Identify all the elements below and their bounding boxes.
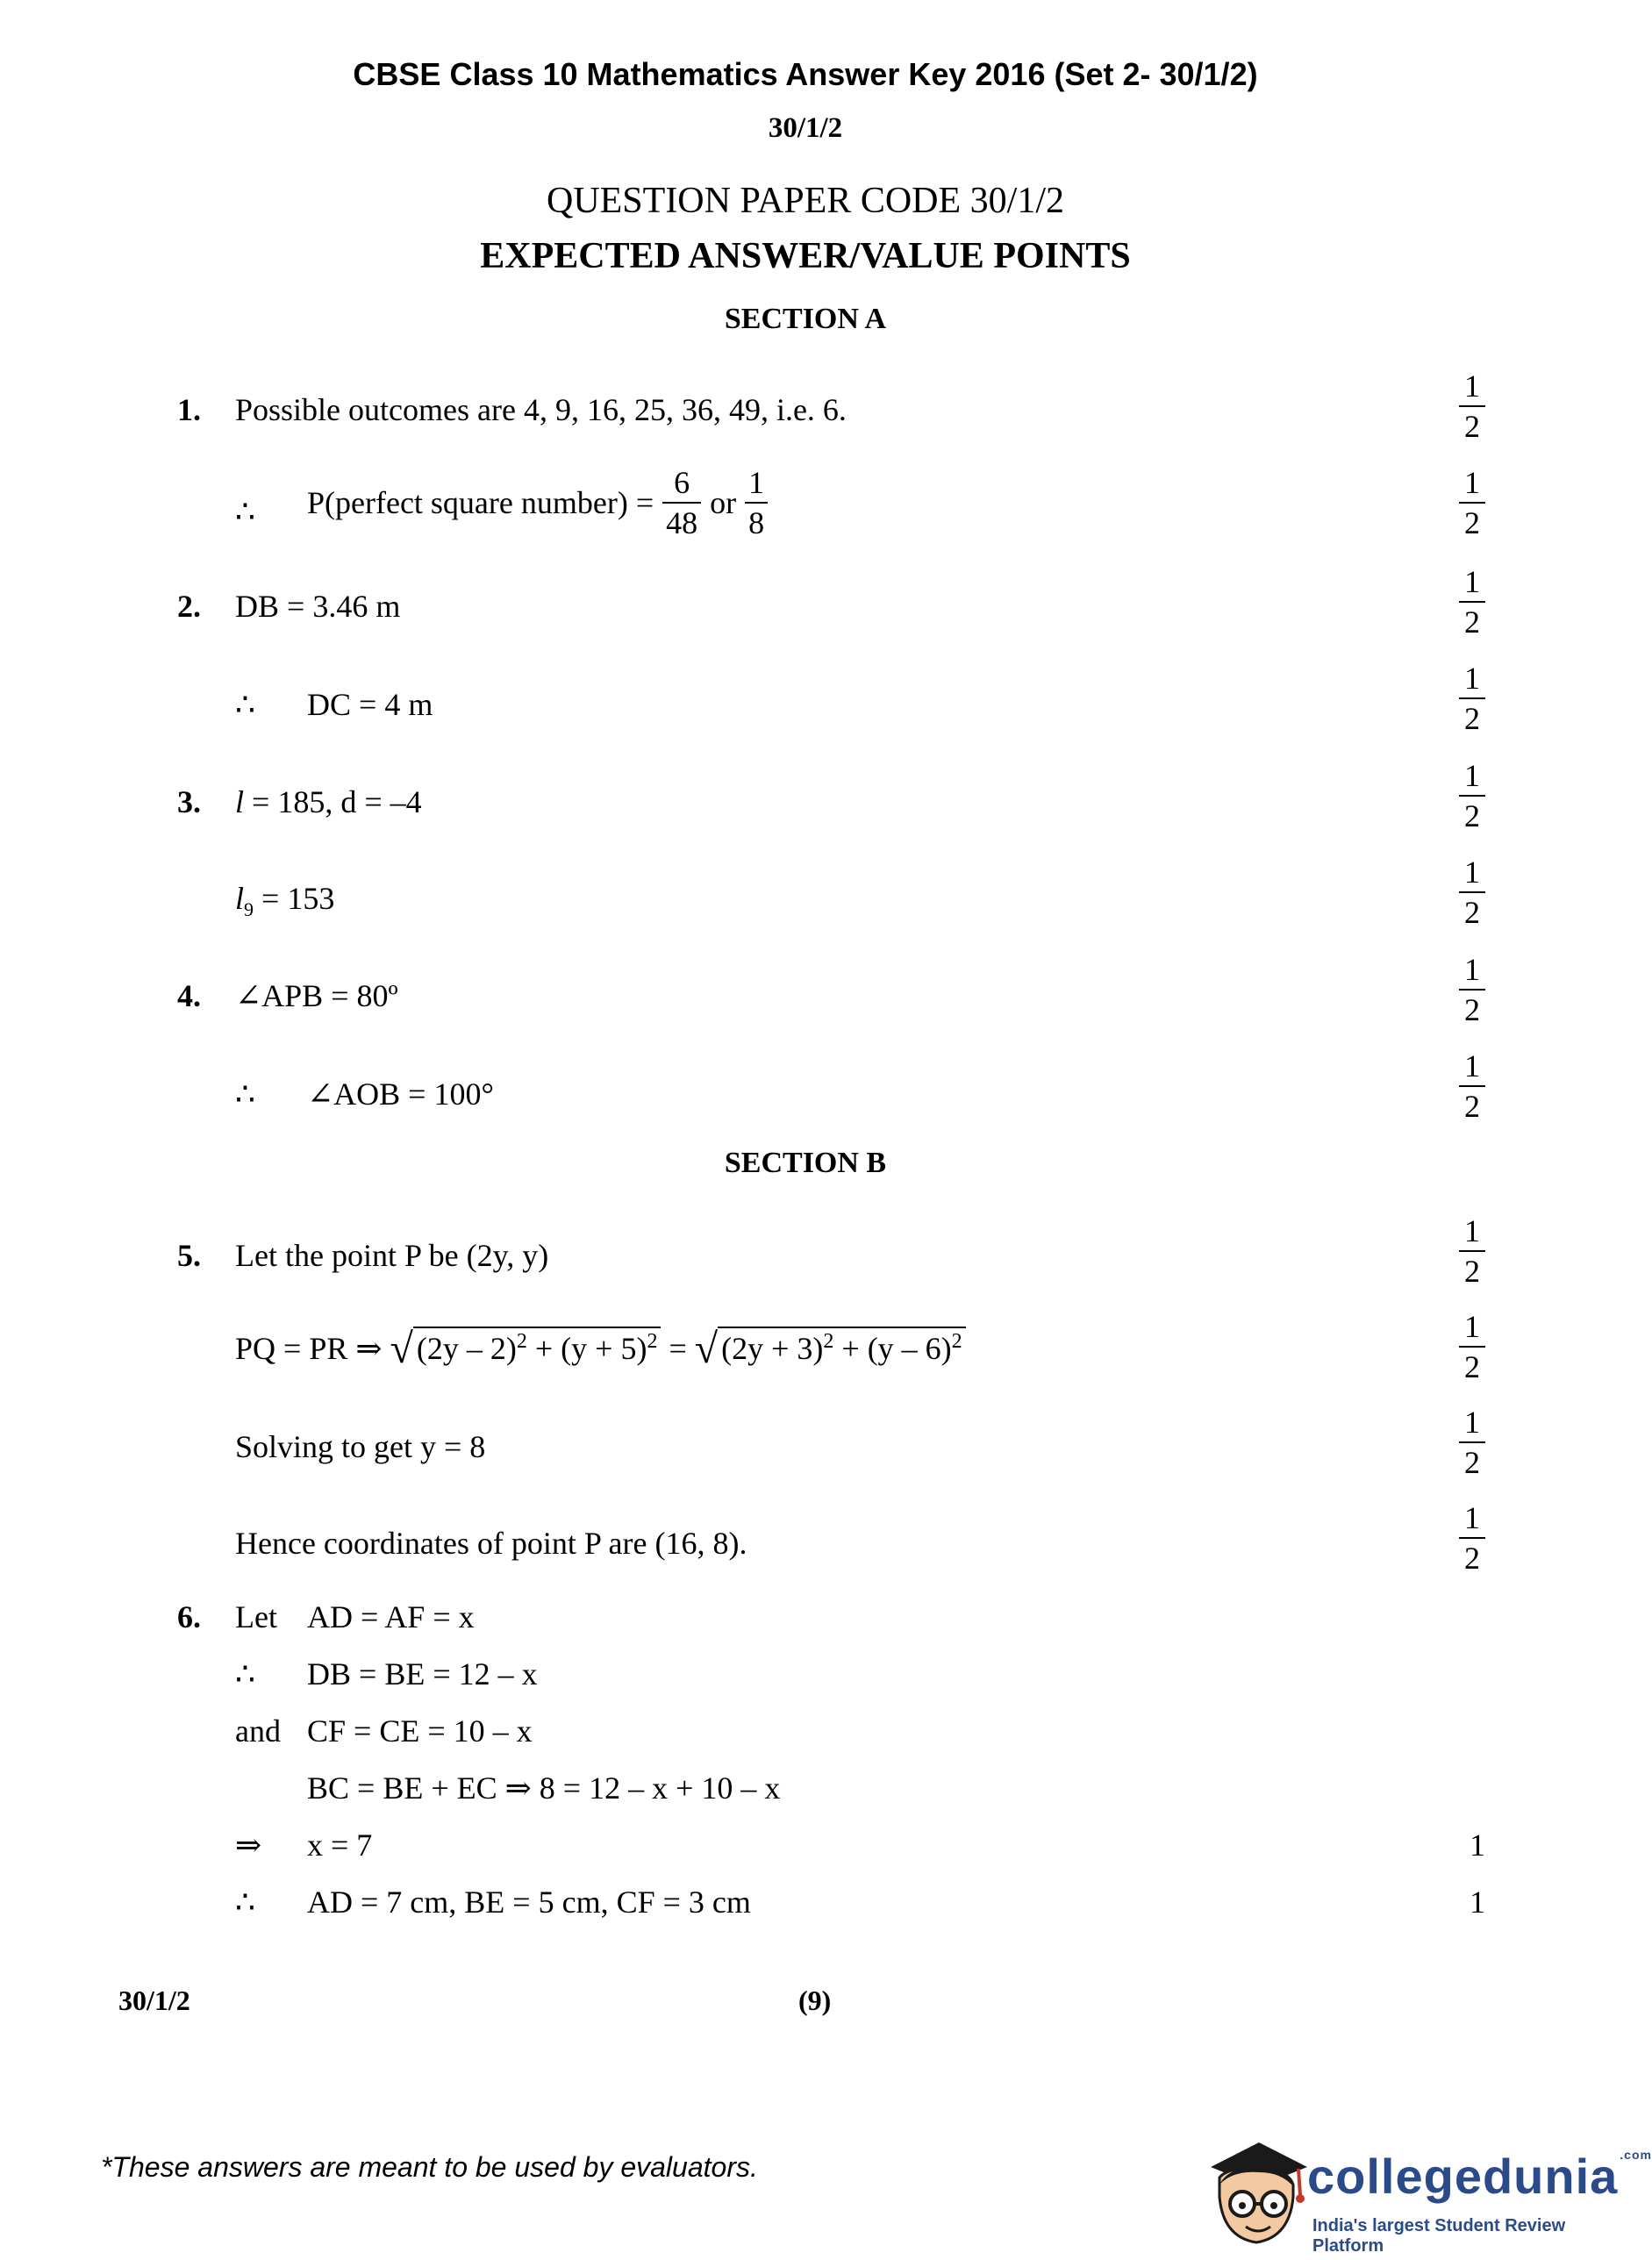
question-number: 1. <box>177 392 201 427</box>
fraction: $\frac{6}{48}$ <box>662 467 701 539</box>
q2-db: DB = 3.46 m <box>235 589 401 624</box>
document-title: CBSE Class 10 Mathematics Answer Key 2016 (Set 2- 30/1/2) <box>353 56 1258 92</box>
marks-half: $\frac{1}{2}$ <box>1459 1311 1485 1383</box>
footer-code: 30/1/2 <box>118 1985 190 2016</box>
q6-line1: AD = AF = x <box>307 1599 475 1634</box>
q1-probability <box>307 467 768 539</box>
q3-line2: $l_9 = 153$ <box>235 881 335 921</box>
section-b-heading: SECTION B <box>724 1147 887 1179</box>
q3-line1: l = 185, d = –4 <box>235 784 422 819</box>
page-number: (9) <box>798 1985 832 2016</box>
probability-label: P(perfect square number) = <box>307 485 654 520</box>
marks-half: $\frac{1}{2}$ <box>1459 566 1485 638</box>
q5-solving: Solving to get y = 8 <box>235 1429 486 1464</box>
marks-half: $\frac{1}{2}$ <box>1459 1502 1485 1574</box>
evaluator-note: *These answers are meant to be used by evaluators. <box>101 2151 758 2183</box>
q5-point-p: Let the point P be (2y, y) <box>235 1238 549 1273</box>
marks-half: $\frac{1}{2}$ <box>1459 662 1485 734</box>
marks-half: $\frac{1}{2}$ <box>1459 1050 1485 1122</box>
question-number: 6. <box>177 1599 201 1634</box>
marks-half: $\frac{1}{2}$ <box>1459 954 1485 1026</box>
marks-one: 1 <box>1470 1827 1485 1863</box>
q4-aob: ∠AOB = 100° <box>307 1076 494 1112</box>
therefore-symbol: ∴ <box>235 1885 255 1920</box>
collegedunia-logo <box>1193 2132 1652 2256</box>
question-number: 2. <box>177 589 201 624</box>
expected-answers-heading: EXPECTED ANSWER/VALUE POINTS <box>480 236 1131 276</box>
paper-code-heading: QUESTION PAPER CODE 30/1/2 <box>546 181 1064 221</box>
therefore-symbol: ∴ <box>235 494 255 529</box>
q1-outcomes: Possible outcomes are 4, 9, 16, 25, 36, 49, i.e. 6. <box>235 392 847 427</box>
brand-tagline: India's largest Student Review Platform <box>1312 2216 1566 2256</box>
or-text: or <box>710 485 737 520</box>
sqrt-expression: $(2y - 2)^2 + (y + 5)^2$ <box>413 1327 662 1367</box>
marks-half: $\frac{1}{2}$ <box>1459 467 1485 539</box>
sqrt-symbol: √ <box>390 1326 413 1372</box>
marks-half: $\frac{1}{2}$ <box>1459 1406 1485 1478</box>
q6-and: and <box>235 1713 281 1749</box>
marks-half: $\frac{1}{2}$ <box>1459 760 1485 832</box>
q6-line5: x = 7 <box>307 1827 373 1863</box>
marks-half: $\frac{1}{2}$ <box>1459 1215 1485 1287</box>
q6-line2: DB = BE = 12 – x <box>307 1656 538 1691</box>
marks-half: $\frac{1}{2}$ <box>1459 856 1485 928</box>
mascot-icon <box>1193 2132 1316 2255</box>
marks-one: 1 <box>1470 1885 1485 1920</box>
marks-half: $\frac{1}{2}$ <box>1459 370 1485 442</box>
q6-line6: AD = 7 cm, BE = 5 cm, CF = 3 cm <box>307 1885 751 1920</box>
brand-name: collegedunia $^{.com}$ <box>1307 2148 1652 2204</box>
q2-dc: DC = 4 m <box>307 687 433 722</box>
therefore-symbol: ∴ <box>235 687 255 722</box>
q6-line3: CF = CE = 10 – x <box>307 1713 533 1749</box>
q6-line4: BC = BE + EC ⇒ 8 = 12 – x + 10 – x <box>307 1770 781 1806</box>
sqrt-expression: $(2y + 3)^2 + (y - 6)^2$ <box>718 1327 966 1367</box>
question-number: 4. <box>177 978 201 1013</box>
question-number: 5. <box>177 1238 201 1273</box>
question-number: 3. <box>177 784 201 819</box>
q5-distance-equation: PQ = PR ⇒ √ $(2y - 2)^2 + (y + 5)^2$ = √ $(2y + 3)^2 + (y - 6)^2$ <box>235 1321 966 1370</box>
code-subtitle: 30/1/2 <box>768 112 843 144</box>
section-a-heading: SECTION A <box>724 303 887 335</box>
q5-coordinates: Hence coordinates of point P are (16, 8). <box>235 1526 747 1561</box>
implies-symbol: ⇒ <box>235 1827 262 1863</box>
sqrt-symbol: √ <box>694 1326 719 1372</box>
q6-let: Let <box>235 1599 277 1634</box>
q4-apb: ∠APB = 80º <box>235 978 398 1013</box>
therefore-symbol: ∴ <box>235 1656 255 1691</box>
therefore-symbol: ∴ <box>235 1076 255 1112</box>
fraction: $\frac{1}{8}$ <box>745 467 768 539</box>
